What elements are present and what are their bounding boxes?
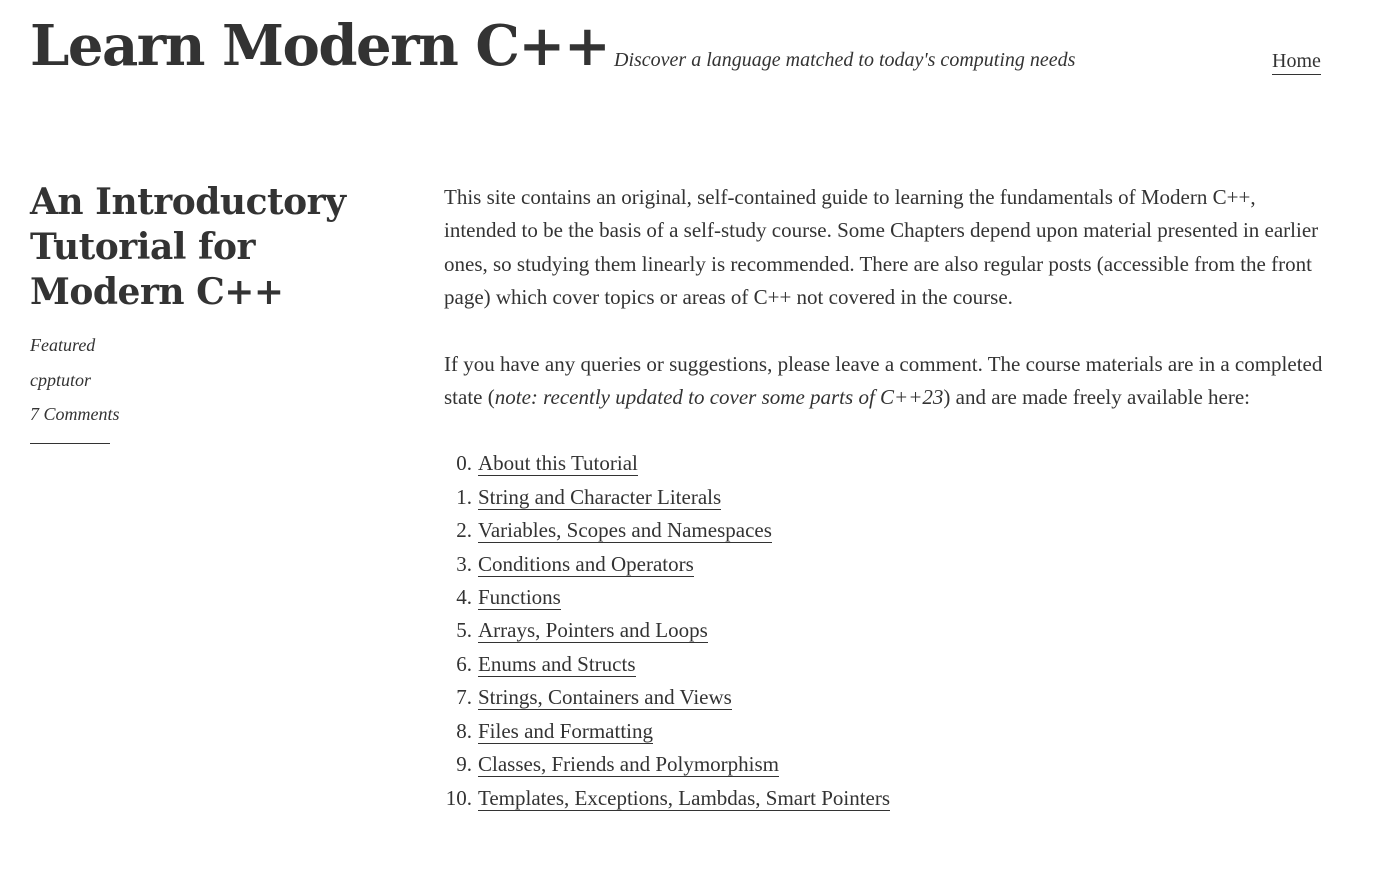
queries-text-start: If you have any queries or suggestions, please leave a comment. The course materials are in a completed state ( — [444, 351, 1323, 410]
update-note: note: recently updated to cover some parts of C++23 — [494, 385, 944, 410]
chapter-list — [444, 447, 1324, 814]
queries-paragraph — [444, 348, 1324, 415]
meta-divider — [30, 443, 110, 444]
chapter-number: 1. — [456, 484, 472, 509]
chapter-link-functions[interactable]: Functions — [478, 585, 561, 610]
site-tagline: Discover a language matched to today's computing needs — [614, 49, 1076, 71]
chapter-link-about[interactable]: About this Tutorial — [478, 451, 638, 476]
chapter-item — [444, 581, 1324, 614]
chapter-item — [444, 782, 1324, 815]
category-link[interactable]: Featured — [30, 335, 96, 355]
chapter-number: 2. — [456, 518, 472, 543]
site-title-link[interactable]: Learn Modern C++ — [30, 13, 610, 79]
chapter-link-conditions[interactable]: Conditions and Operators — [478, 551, 694, 576]
chapter-item — [444, 447, 1324, 480]
chapter-link-enums[interactable]: Enums and Structs — [478, 651, 636, 676]
comments-link[interactable]: 7 Comments — [30, 404, 120, 424]
chapter-item — [444, 548, 1324, 581]
chapter-link-variables[interactable]: Variables, Scopes and Namespaces — [478, 518, 772, 543]
chapter-number: 4. — [456, 585, 472, 610]
chapter-link-strings[interactable]: Strings, Containers and Views — [478, 685, 732, 710]
post-content — [444, 181, 1324, 815]
queries-text-end: ) and are made freely available here: — [943, 385, 1251, 410]
chapter-item — [444, 715, 1324, 748]
chapter-item — [444, 614, 1324, 647]
chapter-link-classes[interactable]: Classes, Friends and Polymorphism — [478, 752, 780, 777]
chapter-link-arrays[interactable]: Arrays, Pointers and Loops — [478, 618, 708, 643]
chapter-item — [444, 681, 1324, 714]
chapter-link-literals[interactable]: String and Character Literals — [478, 484, 722, 509]
chapter-item — [444, 481, 1324, 514]
chapter-item — [444, 514, 1324, 547]
chapter-number: 7. — [456, 685, 472, 710]
post-meta — [30, 332, 230, 436]
chapter-number: 0. — [456, 451, 472, 476]
chapter-number: 9. — [456, 752, 472, 777]
intro-paragraph: This site contains an original, self-contained guide to learning the fundamentals of Modern C++, intended to be the basis of a self-study course. Some Chapters depend upon material presented in earlier ones, so studying them linearly is recommended. There are also regular posts (accessible from the front page) which cover topics or areas of C++ not covered in the course. — [444, 185, 1319, 310]
chapter-number: 5. — [456, 618, 472, 643]
chapter-item — [444, 648, 1324, 681]
chapter-number: 6. — [456, 651, 472, 676]
post-title: An Introductory Tutorial for Modern C++ — [30, 181, 346, 313]
nav-home-link[interactable]: Home — [1272, 48, 1321, 75]
chapter-number: 8. — [456, 718, 472, 743]
chapter-number: 10. — [445, 785, 472, 810]
chapter-link-files[interactable]: Files and Formatting — [478, 718, 653, 743]
author-link[interactable]: cpptutor — [30, 369, 91, 390]
chapter-item — [444, 748, 1324, 781]
chapter-link-templates[interactable]: Templates, Exceptions, Lambdas, Smart Pointers — [478, 785, 891, 810]
chapter-number: 3. — [456, 551, 472, 576]
